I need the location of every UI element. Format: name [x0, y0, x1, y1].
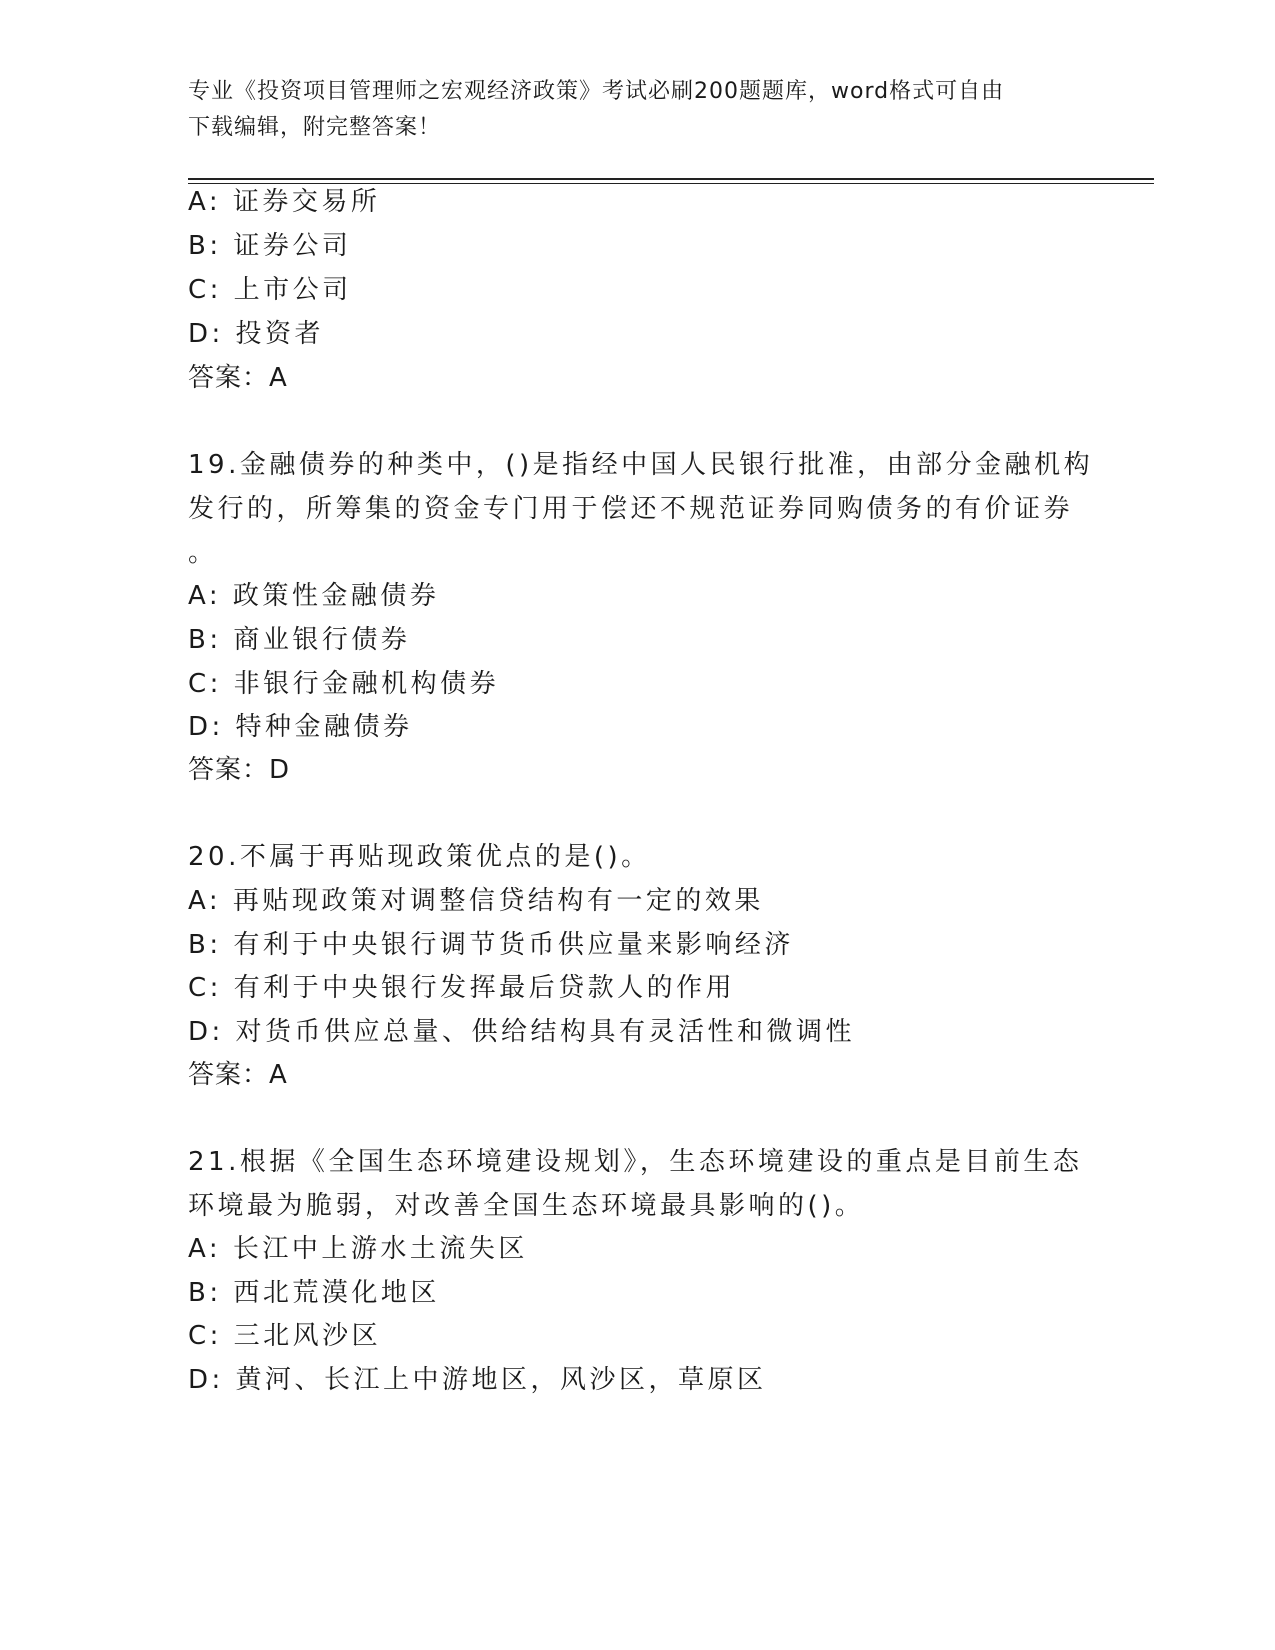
header-divider-thick: [188, 178, 1154, 180]
q21-option-c: C: 三北风沙区: [188, 1321, 382, 1351]
q18-option-b: B: 证券公司: [188, 231, 352, 261]
q20-option-b: B: 有利于中央银行调节货币供应量来影响经济: [188, 930, 794, 960]
q18-option-d: D: 投资者: [188, 319, 325, 349]
q19-option-a: A: 政策性金融债券: [188, 581, 440, 611]
q19-option-c: C: 非银行金融机构债券: [188, 669, 500, 699]
q19-stem-line-2: 发行的，所筹集的资金专门用于偿还不规范证券同购债务的有价证券: [188, 494, 1074, 524]
document-header: [188, 74, 1068, 146]
q20-option-d: D: 对货币供应总量、供给结构具有灵活性和微调性: [188, 1017, 856, 1047]
q20-answer: 答案：A: [188, 1060, 288, 1090]
q21-stem-line-2: 环境最为脆弱，对改善全国生态环境最具影响的()。: [188, 1191, 865, 1221]
q20-option-c: C: 有利于中央银行发挥最后贷款人的作用: [188, 973, 736, 1003]
q21-option-d: D: 黄河、长江上中游地区，风沙区，草原区: [188, 1365, 767, 1395]
q18-option-a: A: 证券交易所: [188, 187, 381, 217]
q19-answer: 答案：D: [188, 755, 291, 785]
q20-stem-line-1: 20.不属于再贴现政策优点的是()。: [188, 842, 651, 872]
q19-option-b: B: 商业银行债券: [188, 625, 411, 655]
header-line-1: 专业《投资项目管理师之宏观经济政策》考试必刷200题题库，word格式可自由: [188, 79, 1005, 104]
q19-stem-line-3: 。: [188, 538, 218, 568]
q21-option-b: B: 西北荒漠化地区: [188, 1278, 440, 1308]
q20-option-a: A: 再贴现政策对调整信贷结构有一定的效果: [188, 886, 764, 916]
header-divider-thin: [188, 183, 1154, 184]
q18-option-c: C: 上市公司: [188, 275, 352, 305]
q21-option-a: A: 长江中上游水土流失区: [188, 1234, 528, 1264]
q19-option-d: D: 特种金融债券: [188, 712, 413, 742]
q18-answer: 答案：A: [188, 363, 288, 393]
q21-stem-line-1: 21.根据《全国生态环境建设规划》，生态环境建设的重点是目前生态: [188, 1147, 1083, 1177]
header-line-2: 下载编辑，附完整答案！: [188, 115, 442, 140]
q19-stem-line-1: 19.金融债券的种类中，()是指经中国人民银行批准，由部分金融机构: [188, 450, 1094, 480]
